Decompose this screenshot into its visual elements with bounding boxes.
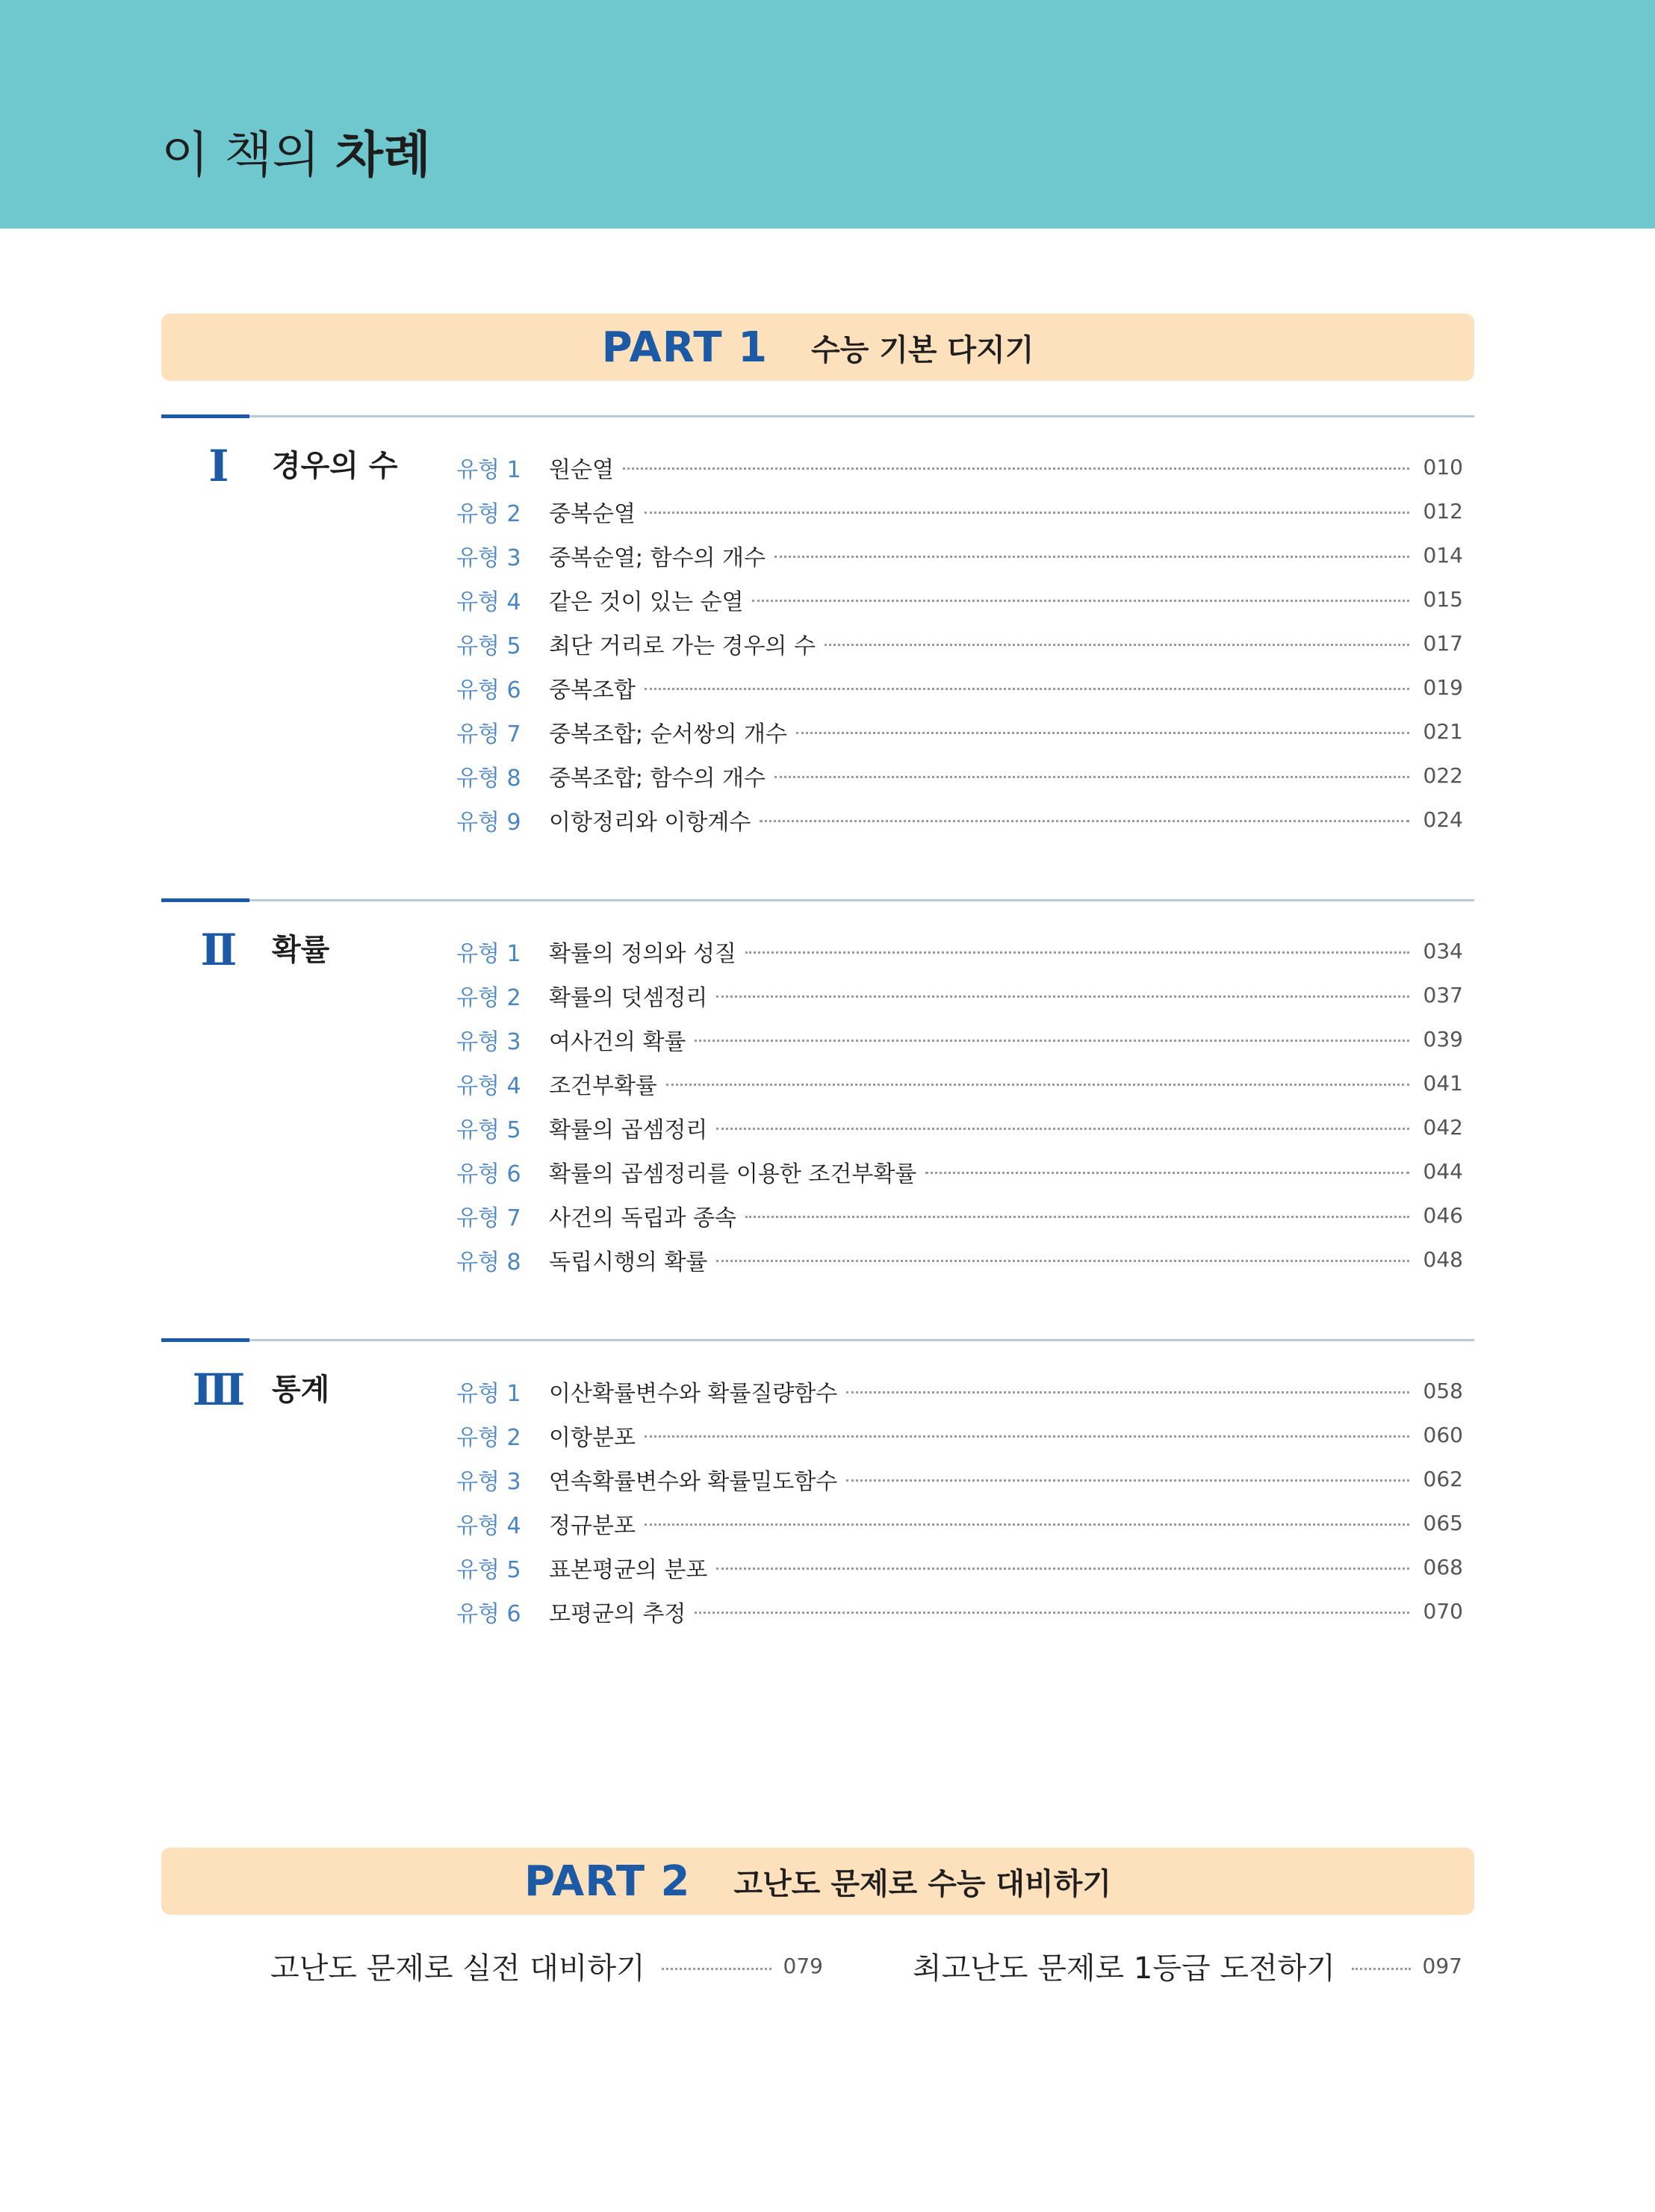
entry-page: 042 bbox=[1423, 1115, 1463, 1140]
entry-type: 유형 1 bbox=[456, 940, 521, 967]
toc-entry[interactable] bbox=[456, 798, 1463, 842]
entry-page: 022 bbox=[1423, 763, 1463, 788]
entry-type: 유형 2 bbox=[456, 1424, 521, 1451]
toc-entry[interactable] bbox=[456, 1105, 1463, 1149]
toc-entry[interactable] bbox=[456, 533, 1463, 577]
header-band bbox=[0, 0, 1655, 229]
entry-title: 확률의 곱셈정리 bbox=[549, 1116, 708, 1143]
entry-title: 이산확률변수와 확률질량함수 bbox=[549, 1380, 838, 1407]
dot-leader bbox=[716, 1260, 1409, 1262]
dot-leader bbox=[774, 776, 1409, 778]
dot-leader bbox=[716, 1568, 1409, 1570]
entry-page: 058 bbox=[1423, 1379, 1463, 1403]
entry-title: 사건의 독립과 종속 bbox=[549, 1205, 736, 1231]
dot-leader bbox=[645, 688, 1409, 690]
entry-title: 연속확률변수와 확률밀도함수 bbox=[549, 1468, 838, 1495]
page-title-light: 이 책의 bbox=[161, 126, 320, 184]
dot-leader bbox=[796, 732, 1409, 734]
entry-type: 유형 4 bbox=[456, 588, 521, 615]
chapter-divider bbox=[161, 415, 1474, 417]
chapter-title: 경우의 수 bbox=[272, 449, 398, 483]
dot-leader bbox=[623, 467, 1409, 470]
entry-type: 유형 2 bbox=[456, 984, 521, 1011]
entry-type: 유형 3 bbox=[456, 544, 521, 571]
entry-type: 유형 4 bbox=[456, 1512, 521, 1539]
entry-list bbox=[456, 1369, 1463, 1633]
entry-page: 037 bbox=[1423, 983, 1463, 1007]
toc-entry[interactable] bbox=[456, 1193, 1463, 1237]
part1-subtitle: 수능 기본 다지기 bbox=[811, 332, 1034, 367]
toc-entry[interactable] bbox=[456, 709, 1463, 754]
dot-leader bbox=[825, 644, 1409, 646]
entry-page: 034 bbox=[1423, 939, 1463, 963]
toc-entry[interactable] bbox=[456, 1369, 1463, 1413]
entry-page: 060 bbox=[1423, 1423, 1463, 1447]
entry-title: 정규분포 bbox=[549, 1512, 636, 1539]
entry-page: 012 bbox=[1423, 499, 1463, 524]
dot-leader bbox=[752, 600, 1409, 602]
part2-entry-page: 079 bbox=[783, 1953, 823, 1978]
entry-type: 유형 5 bbox=[456, 1116, 521, 1143]
entry-page: 017 bbox=[1423, 631, 1463, 656]
toc-entry[interactable] bbox=[456, 489, 1463, 533]
entry-type: 유형 9 bbox=[456, 809, 521, 836]
toc-entry[interactable] bbox=[456, 973, 1463, 1017]
entry-title: 확률의 덧셈정리 bbox=[549, 984, 708, 1011]
entry-page: 024 bbox=[1423, 807, 1463, 832]
part2-label: PART 2 bbox=[524, 1857, 691, 1906]
dot-leader bbox=[645, 1435, 1409, 1438]
part2-entry[interactable] bbox=[270, 1942, 823, 1989]
entry-type: 유형 5 bbox=[456, 633, 521, 659]
entry-type: 유형 7 bbox=[456, 721, 521, 748]
chapter-numeral: Ⅱ bbox=[200, 925, 233, 975]
entry-title: 같은 것이 있는 순열 bbox=[549, 588, 744, 615]
entry-page: 070 bbox=[1423, 1599, 1463, 1624]
chapter-divider-accent bbox=[161, 898, 249, 902]
toc-entry[interactable] bbox=[456, 621, 1463, 665]
entry-page: 021 bbox=[1423, 719, 1463, 744]
entry-type: 유형 1 bbox=[456, 456, 521, 483]
entry-title: 이항분포 bbox=[549, 1424, 636, 1451]
dot-leader bbox=[1352, 1968, 1411, 1970]
entry-title: 조건부확률 bbox=[549, 1072, 657, 1099]
entry-list bbox=[456, 445, 1463, 842]
dot-leader bbox=[662, 1968, 771, 1970]
entry-page: 046 bbox=[1423, 1203, 1463, 1228]
dot-leader bbox=[745, 1216, 1409, 1218]
entry-title: 여사건의 확률 bbox=[549, 1028, 686, 1055]
entry-page: 065 bbox=[1423, 1511, 1463, 1535]
toc-entry[interactable] bbox=[456, 1589, 1463, 1633]
dot-leader bbox=[846, 1479, 1409, 1482]
part2-entry-title: 고난도 문제로 실전 대비하기 bbox=[270, 1951, 645, 1986]
entry-title: 표본평균의 분포 bbox=[549, 1556, 708, 1583]
toc-entry[interactable] bbox=[456, 1413, 1463, 1457]
dot-leader bbox=[645, 512, 1409, 514]
entry-type: 유형 7 bbox=[456, 1205, 521, 1231]
chapter-title: 확률 bbox=[272, 933, 330, 967]
toc-entry[interactable] bbox=[456, 577, 1463, 621]
entry-type: 유형 6 bbox=[456, 677, 521, 703]
part1-banner bbox=[161, 314, 1474, 381]
dot-leader bbox=[716, 1128, 1409, 1130]
entry-title: 중복순열 bbox=[549, 500, 636, 527]
part2-banner bbox=[161, 1848, 1474, 1915]
page-title-bold: 차례 bbox=[335, 126, 431, 184]
entry-type: 유형 3 bbox=[456, 1028, 521, 1055]
dot-leader bbox=[645, 1523, 1409, 1526]
part2-entry-page: 097 bbox=[1422, 1953, 1462, 1978]
dot-leader bbox=[774, 556, 1409, 558]
entry-page: 068 bbox=[1423, 1555, 1463, 1579]
entry-type: 유형 3 bbox=[456, 1468, 521, 1495]
entry-type: 유형 6 bbox=[456, 1600, 521, 1627]
entry-title: 최단 거리로 가는 경우의 수 bbox=[549, 633, 816, 659]
entry-type: 유형 5 bbox=[456, 1556, 521, 1583]
dot-leader bbox=[846, 1391, 1409, 1394]
dot-leader bbox=[695, 1612, 1409, 1614]
toc-entry[interactable] bbox=[456, 1501, 1463, 1545]
chapter-divider-accent bbox=[161, 1338, 249, 1342]
chapter-divider bbox=[161, 899, 1474, 901]
entry-title: 이항정리와 이항계수 bbox=[549, 809, 751, 836]
chapter-divider-accent bbox=[161, 414, 249, 418]
entry-page: 015 bbox=[1423, 587, 1463, 612]
entry-type: 유형 4 bbox=[456, 1072, 521, 1099]
entry-page: 039 bbox=[1423, 1027, 1463, 1051]
entry-page: 044 bbox=[1423, 1159, 1463, 1184]
toc-entry[interactable] bbox=[456, 445, 1463, 489]
chapter-numeral: Ⅲ bbox=[192, 1364, 241, 1415]
toc-entry[interactable] bbox=[456, 754, 1463, 798]
toc-entry[interactable] bbox=[456, 1545, 1463, 1589]
page-title bbox=[161, 125, 431, 185]
entry-type: 유형 1 bbox=[456, 1380, 521, 1407]
dot-leader bbox=[695, 1040, 1409, 1042]
entry-page: 048 bbox=[1423, 1247, 1463, 1272]
entry-type: 유형 8 bbox=[456, 1249, 521, 1276]
part1-label: PART 1 bbox=[601, 323, 768, 372]
entry-title: 중복조합 bbox=[549, 677, 636, 703]
dot-leader bbox=[925, 1172, 1409, 1174]
entry-title: 확률의 곱셈정리를 이용한 조건부확률 bbox=[549, 1161, 917, 1187]
entry-title: 중복조합; 함수의 개수 bbox=[549, 765, 766, 792]
dot-leader bbox=[666, 1084, 1409, 1086]
entry-title: 중복조합; 순서쌍의 개수 bbox=[549, 721, 787, 748]
chapter-title: 통계 bbox=[272, 1373, 330, 1407]
part2-subtitle: 고난도 문제로 수능 대비하기 bbox=[733, 1866, 1111, 1901]
toc-entry[interactable] bbox=[456, 1149, 1463, 1193]
toc-entry[interactable] bbox=[456, 929, 1463, 973]
entry-page: 014 bbox=[1423, 543, 1463, 568]
entry-page: 062 bbox=[1423, 1467, 1463, 1491]
dot-leader bbox=[760, 820, 1409, 822]
chapter-numeral: Ⅰ bbox=[208, 441, 225, 491]
dot-leader bbox=[745, 951, 1409, 954]
part2-entry[interactable] bbox=[913, 1942, 1462, 1989]
dot-leader bbox=[716, 995, 1409, 998]
entry-title: 모평균의 추정 bbox=[549, 1600, 686, 1627]
entry-title: 확률의 정의와 성질 bbox=[549, 940, 736, 967]
entry-type: 유형 2 bbox=[456, 500, 521, 527]
toc-entry[interactable] bbox=[456, 1061, 1463, 1105]
entry-page: 010 bbox=[1423, 455, 1463, 479]
entry-title: 중복순열; 함수의 개수 bbox=[549, 544, 766, 571]
entry-list bbox=[456, 929, 1463, 1281]
entry-type: 유형 8 bbox=[456, 765, 521, 792]
toc-entry[interactable] bbox=[456, 665, 1463, 709]
entry-type: 유형 6 bbox=[456, 1161, 521, 1187]
toc-entry[interactable] bbox=[456, 1457, 1463, 1501]
entry-page: 041 bbox=[1423, 1071, 1463, 1096]
entry-title: 독립시행의 확률 bbox=[549, 1249, 708, 1276]
chapter-divider bbox=[161, 1339, 1474, 1341]
entry-title: 원순열 bbox=[549, 456, 614, 483]
part2-entry-title: 최고난도 문제로 1등급 도전하기 bbox=[913, 1951, 1335, 1986]
toc-entry[interactable] bbox=[456, 1017, 1463, 1061]
entry-page: 019 bbox=[1423, 675, 1463, 700]
toc-entry[interactable] bbox=[456, 1237, 1463, 1281]
